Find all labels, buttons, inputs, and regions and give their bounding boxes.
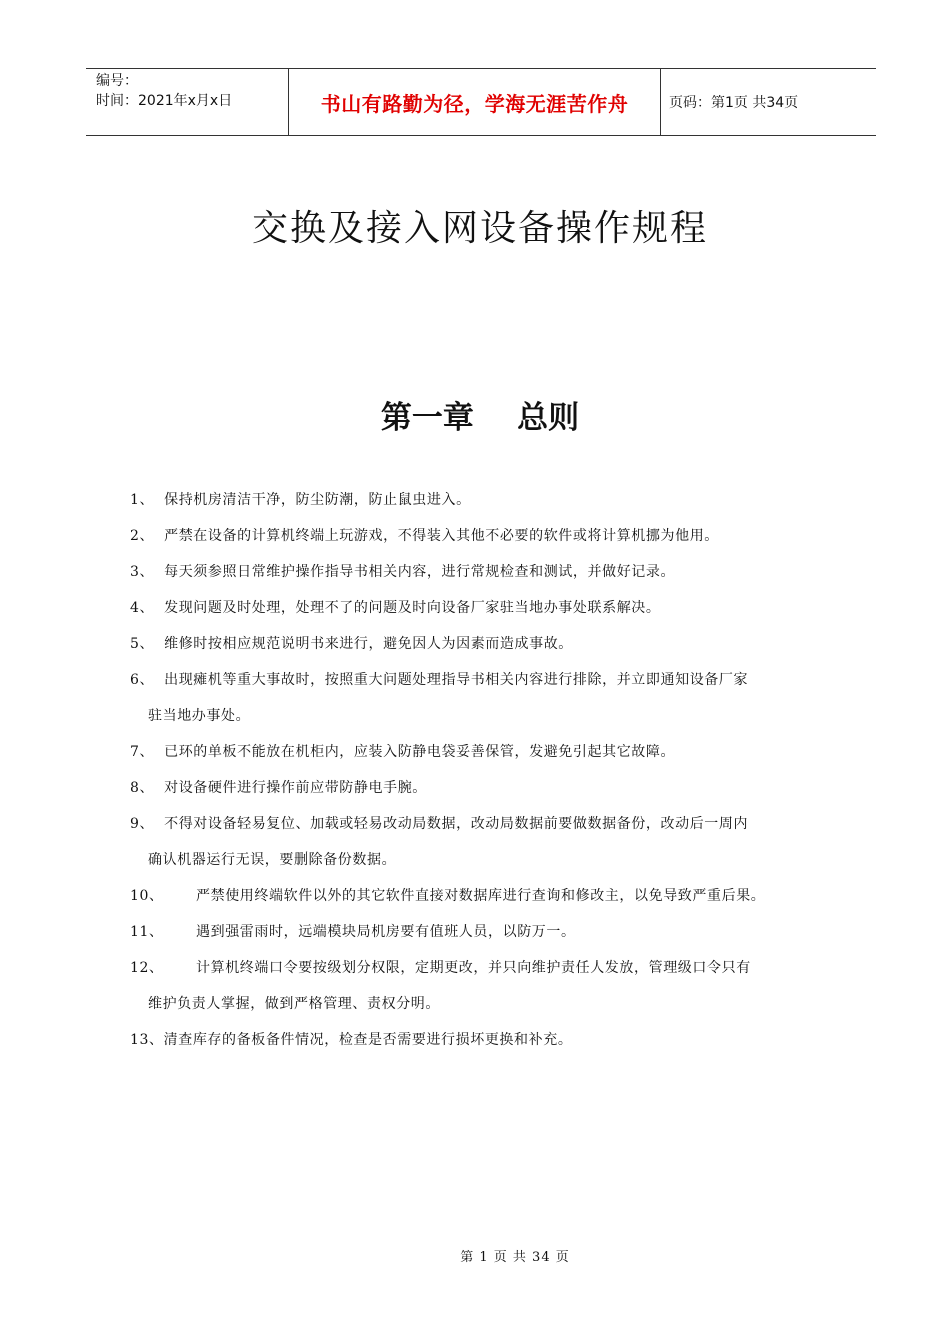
rule-text: 维护负责人掌握，做到严格管理、责权分明。 [148, 996, 440, 1012]
rule-number: 2、 [130, 528, 155, 544]
rule-number: 12、 [130, 960, 164, 976]
rule-number: 6、 [130, 672, 155, 688]
rule-item [130, 878, 850, 914]
rule-item [130, 626, 850, 662]
rule-text: 对设备硬件进行操作前应带防静电手腕。 [164, 780, 427, 796]
rule-number: 3、 [130, 564, 155, 580]
header-motto-cell [288, 69, 661, 135]
chapter-title: 第一章 总则 [380, 400, 580, 436]
rule-number: 11、 [130, 924, 164, 940]
rule-item [130, 590, 850, 626]
rule-number: 13、 [130, 1032, 164, 1048]
rule-item [130, 662, 850, 698]
rule-item [130, 482, 850, 518]
rule-text: 清查库存的备板备件情况，检查是否需要进行损坏更换和补充。 [163, 1032, 573, 1048]
rule-item [130, 1022, 850, 1058]
rule-number: 4、 [130, 600, 155, 616]
header-meta-cell [86, 69, 288, 135]
rule-item [130, 950, 850, 986]
rule-item [130, 770, 850, 806]
rule-text: 已环的单板不能放在机柜内，应装入防静电袋妥善保管，发避免引起其它故障。 [164, 744, 676, 760]
rule-text: 驻当地办事处。 [148, 708, 251, 724]
rule-number: 8、 [130, 780, 155, 796]
header-page-cell [661, 69, 876, 135]
rule-number: 1、 [130, 492, 155, 508]
document-time-label: 时间：2021年x月x日 [96, 93, 233, 109]
rule-number: 7、 [130, 744, 155, 760]
rule-text: 计算机终端口令要按级划分权限，定期更改，并只向维护责任人发放，管理级口令只有 [196, 960, 751, 976]
rule-text: 保持机房清洁干净，防尘防潮，防止鼠虫进入。 [164, 492, 471, 508]
rule-item-continuation [130, 698, 850, 734]
rule-text: 严禁使用终端软件以外的其它软件直接对数据库进行查询和修改主，以免导致严重后果。 [196, 888, 766, 904]
rule-text: 不得对设备轻易复位、加载或轻易改动局数据，改动局数据前要做数据备份，改动后一周内 [164, 816, 749, 832]
rule-text: 严禁在设备的计算机终端上玩游戏，不得装入其他不必要的软件或将计算机挪为他用。 [164, 528, 719, 544]
rule-number: 10、 [130, 888, 164, 904]
rule-item [130, 554, 850, 590]
rule-text: 遇到强雷雨时，远端模块局机房要有值班人员，以防万一。 [196, 924, 576, 940]
page-footer: 第 1 页 共 34 页 [460, 1250, 570, 1265]
rule-item [130, 914, 850, 950]
rule-item [130, 734, 850, 770]
rule-item-continuation [130, 986, 850, 1022]
rule-text: 维修时按相应规范说明书来进行，避免因人为因素而造成事故。 [164, 636, 573, 652]
rule-item-continuation [130, 842, 850, 878]
rule-number: 5、 [130, 636, 155, 652]
document-number-label: 编号： [96, 73, 138, 89]
rules-list [130, 482, 850, 1058]
rule-text: 出现瘫机等重大事故时，按照重大问题处理指导书相关内容进行排除，并立即通知设备厂家 [164, 672, 749, 688]
rule-item [130, 806, 850, 842]
rule-text: 发现问题及时处理，处理不了的问题及时向设备厂家驻当地办事处联系解决。 [164, 600, 661, 616]
rule-item [130, 518, 850, 554]
rule-text: 确认机器运行无误，要删除备份数据。 [148, 852, 397, 868]
header-page-label: 页码：第1页 共34页 [669, 95, 799, 111]
header-table [86, 68, 876, 136]
header-motto: 书山有路勤为径，学海无涯苦作舟 [320, 91, 629, 116]
rule-number: 9、 [130, 816, 155, 832]
rule-text: 每天须参照日常维护操作指导书相关内容，进行常规检查和测试，并做好记录。 [164, 564, 676, 580]
document-title: 交换及接入网设备操作规程 [251, 208, 708, 249]
